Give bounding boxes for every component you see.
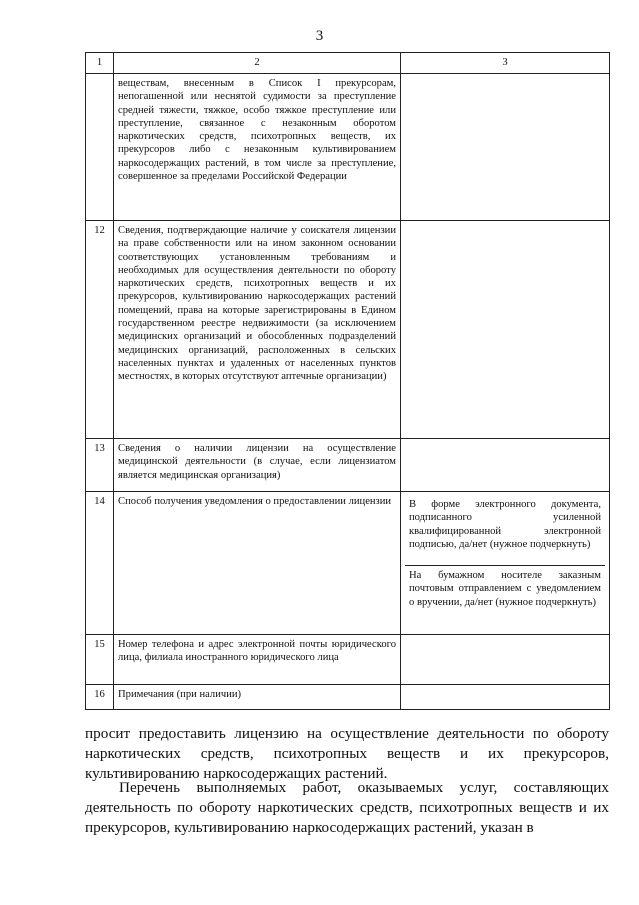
row-description: Сведения о наличии лицензии на осуществление медицинской деятельности (в случае, если лицензиатом является медицинская организация) (114, 439, 401, 492)
row-value (401, 221, 610, 439)
request-paragraph: просит предоставить лицензию на осуществление деятельности по обороту наркотических средств, психотропных веществ и их прекурсоров, культивированию наркосодержащих растений. (85, 725, 609, 782)
row-description: Сведения, подтверждающие наличие у соискателя лицензии на праве собственности или на ином законном основании соответствующих установленным требованиям и необходимых для осуществления деятельности по обороту наркотических средств, психотропных веществ и их прекурсоров, культивированию наркосодержащих растений помещений, права на которые зарегистрированы в Едином государственном реестре недвижимости (за исключением медицинских организаций и обособленных подразделений медицинских организаций, расположенных в сельских населенных пунктах и удаленных от населенных пунктов местностях, в которых отсутствуют аптечные организации) (114, 221, 401, 439)
column-header-3: 3 (401, 53, 610, 74)
option-electronic-document: В форме электронного документа, подписанного усиленной квалифицированной электронной подписью, да/нет (нужное подчеркнуть) (409, 499, 601, 550)
table-row-13 (86, 439, 610, 492)
table-row-15 (86, 635, 610, 685)
row-number: 15 (86, 635, 114, 685)
option-paper-mail: На бумажном носителе заказным почтовым отправлением с уведомлением о вручении, да/нет (нужное подчеркнуть) (405, 565, 605, 612)
table-header-row (86, 53, 610, 74)
row-number: 16 (86, 685, 114, 710)
row-value (401, 685, 610, 710)
row-description: Способ получения уведомления о предоставлении лицензии (114, 492, 401, 635)
row-description: веществам, внесенным в Список I прекурсорам, непогашенной или неснятой судимости за преступление средней тяжести, тяжкое, особо тяжкое преступление или преступление, связанное с незаконным оборотом наркотических средств, психотропных веществ, их прекурсоров либо с незаконным культивированием наркосодержащих растений, в том числе за преступление, совершенное за пределами Российской Федерации (114, 74, 401, 221)
row-value (401, 439, 610, 492)
row-number: 12 (86, 221, 114, 439)
column-header-2: 2 (114, 53, 401, 74)
application-table (85, 52, 610, 710)
list-paragraph: Перечень выполняемых работ, оказываемых услуг, составляющих деятельность по обороту наркотических средств, психотропных веществ и их прекурсоров, культивированию наркосодержащих растений, указан в (85, 779, 609, 836)
row-value (401, 74, 610, 221)
row-number (86, 74, 114, 221)
table-row-16 (86, 685, 610, 710)
column-header-1: 1 (86, 53, 114, 74)
table-row-14 (86, 492, 610, 635)
row-description: Номер телефона и адрес электронной почты юридического лица, филиала иностранного юридического лица (114, 635, 401, 685)
table-row-11-continued (86, 74, 610, 221)
row-value (401, 635, 610, 685)
row-number: 14 (86, 492, 114, 635)
row-description: Примечания (при наличии) (114, 685, 401, 710)
page-number: 3 (315, 28, 324, 44)
notification-options (401, 492, 610, 635)
row-number: 13 (86, 439, 114, 492)
table-row-12 (86, 221, 610, 439)
